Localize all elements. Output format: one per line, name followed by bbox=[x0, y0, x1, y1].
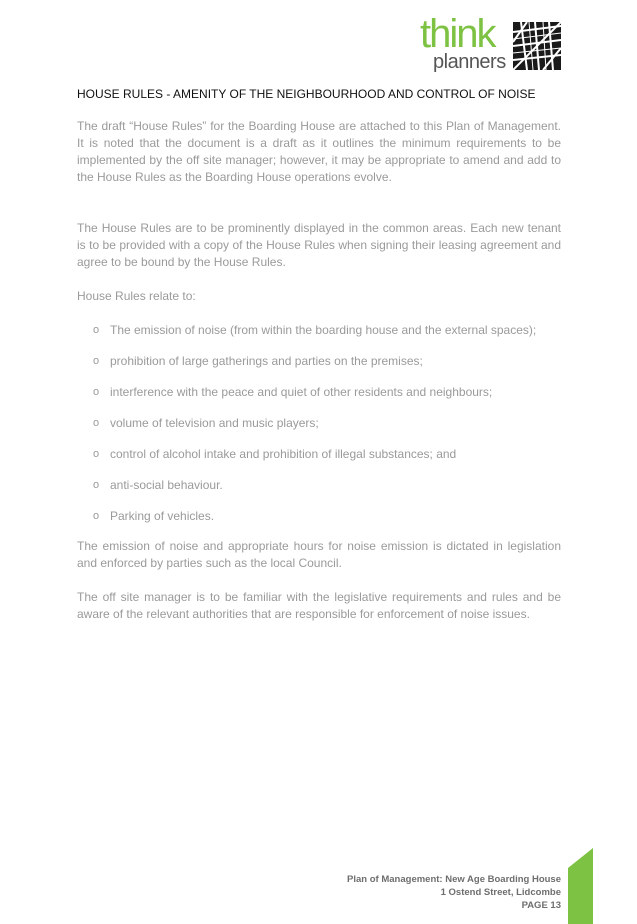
footer-plan-title: Plan of Management: New Age Boarding House bbox=[347, 874, 561, 885]
paragraph-noise-legislation: The emission of noise and appropriate hours for noise emission is dictated in legislation and enforced by parties such as the local Council. bbox=[77, 539, 561, 570]
paragraph-display-rules: The House Rules are to be prominently displayed in the common areas. Each new tenant is to be provided with a copy of the House Rules when signing their leasing agreement and agree to be bound by the House Rules. bbox=[77, 221, 561, 269]
bullet-icon: o bbox=[93, 417, 100, 429]
paragraph-manager-familiar: The off site manager is to be familiar with the legislative requirements and rules and be aware of the relevant authorities that are responsible for enforcement of noise issues. bbox=[77, 590, 561, 621]
bullet-icon: o bbox=[93, 324, 100, 336]
list-item-text: anti-social behaviour. bbox=[110, 478, 223, 492]
rules-list bbox=[93, 322, 536, 539]
bullet-icon: o bbox=[93, 386, 100, 398]
street-map-icon bbox=[513, 22, 561, 70]
list-item bbox=[93, 353, 536, 384]
paragraph-draft-rules: The draft “House Rules” for the Boarding House are attached to this Plan of Management. It is noted that the document is a draft as it outlines the minimum requirements to be implemented by the off site manager; however, it may be appropriate to amend and add to the House Rules as the Boarding House operations evolve. bbox=[77, 119, 561, 184]
page-footer bbox=[347, 873, 561, 912]
list-item-text: prohibition of large gatherings and parties on the premises; bbox=[110, 354, 423, 368]
list-item bbox=[93, 477, 536, 508]
list-item-text: interference with the peace and quiet of other residents and neighbours; bbox=[110, 385, 493, 399]
list-item bbox=[93, 446, 536, 477]
paragraph-rules-relate: House Rules relate to: bbox=[77, 289, 196, 303]
list-item-text: control of alcohol intake and prohibition of illegal substances; and bbox=[110, 447, 457, 461]
bullet-icon: o bbox=[93, 448, 100, 460]
footer-address: 1 Ostend Street, Lidcombe bbox=[440, 887, 561, 898]
section-heading: HOUSE RULES - AMENITY OF THE NEIGHBOURHOOD AND CONTROL OF NOISE bbox=[77, 87, 536, 101]
bullet-icon: o bbox=[93, 355, 100, 367]
green-corner-decoration bbox=[568, 848, 593, 924]
list-item bbox=[93, 415, 536, 446]
bullet-icon: o bbox=[93, 479, 100, 491]
list-item-text: volume of television and music players; bbox=[110, 416, 319, 430]
think-planners-logo bbox=[418, 12, 563, 74]
bullet-icon: o bbox=[93, 510, 100, 522]
logo-planners-text: planners bbox=[433, 51, 506, 73]
logo-think-text: think bbox=[420, 12, 495, 56]
footer-page-number: PAGE 13 bbox=[521, 900, 561, 911]
list-item bbox=[93, 508, 536, 539]
list-item-text: The emission of noise (from within the boarding house and the external spaces); bbox=[110, 323, 537, 337]
list-item-text: Parking of vehicles. bbox=[110, 509, 215, 523]
list-item bbox=[93, 322, 536, 353]
list-item bbox=[93, 384, 536, 415]
